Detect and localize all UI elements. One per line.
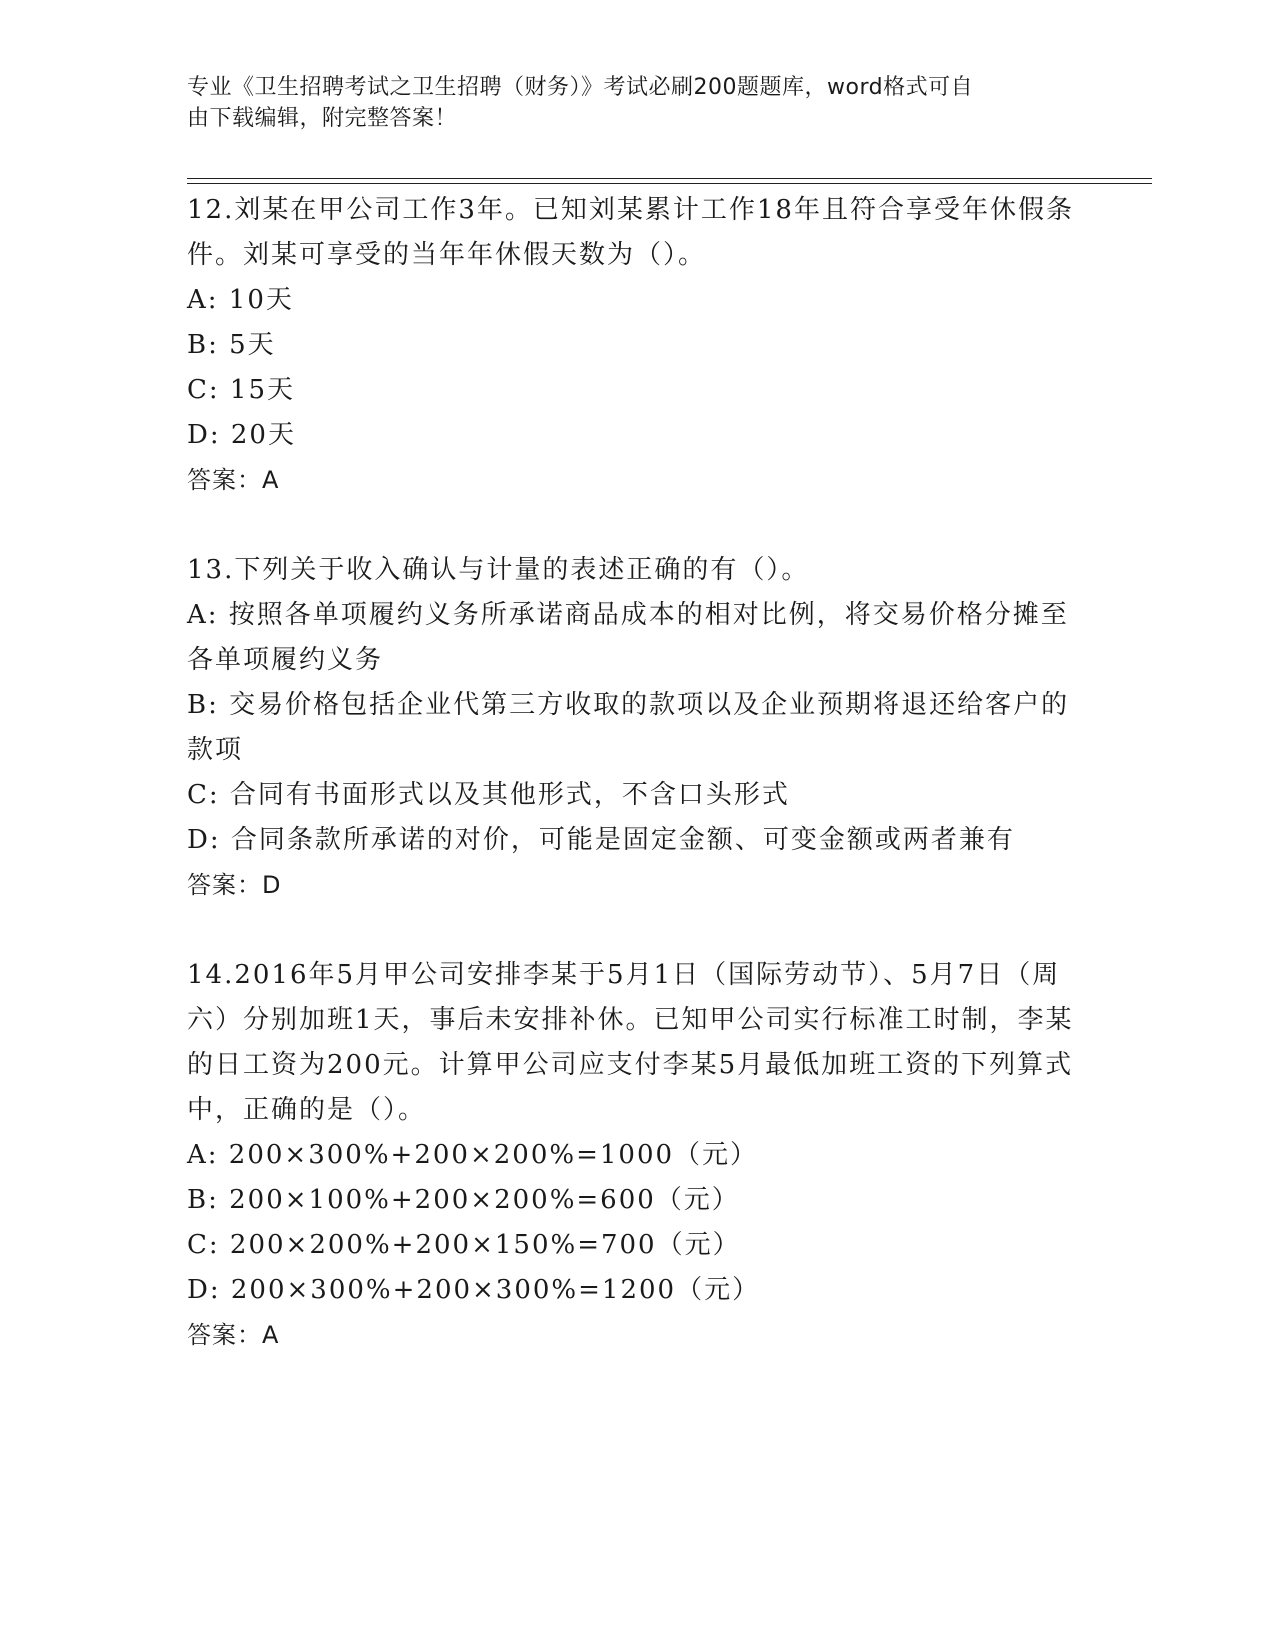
document-header <box>187 72 1067 134</box>
option-c: C: 合同有书面形式以及其他形式，不含口头形式 <box>187 780 790 810</box>
question-text: 13.下列关于收入确认与计量的表述正确的有（）。 <box>187 555 810 585</box>
option-a: A: 按照各单项履约义务所承诺商品成本的相对比例，将交易价格分摊至各单项履约义务 <box>187 600 1069 675</box>
option-d: D: 200×300%+200×300%=1200（元） <box>187 1275 761 1305</box>
question-text: 14.2016年5月甲公司安排李某于5月1日（国际劳动节）、5月7日（周六）分别加班1天，事后未安排补休。已知甲公司实行标准工时制，李某的日工资为200元。计算甲公司应支付李某5月最低加班工资的下列算式中，正确的是（）。 <box>187 960 1074 1125</box>
option-d: D: 20天 <box>187 420 296 450</box>
answer-label: 答案：D <box>187 871 282 899</box>
option-a: A: 200×300%+200×200%=1000（元） <box>187 1140 759 1170</box>
question-14 <box>187 953 1077 1358</box>
option-c: C: 200×200%+200×150%=700（元） <box>187 1230 741 1260</box>
question-text: 12.刘某在甲公司工作3年。已知刘某累计工作18年且符合享受年休假条件。刘某可享受的当年年休假天数为（）。 <box>187 195 1074 270</box>
question-12 <box>187 188 1077 503</box>
option-d: D: 合同条款所承诺的对价，可能是固定金额、可变金额或两者兼有 <box>187 825 1015 855</box>
question-list <box>187 188 1077 1403</box>
header-rule-bottom <box>187 183 1152 184</box>
option-b: B: 5天 <box>187 330 276 360</box>
option-b: B: 200×100%+200×200%=600（元） <box>187 1185 740 1215</box>
header-line-1: 专业《卫生招聘考试之卫生招聘（财务）》考试必刷200题题库，word格式可自 <box>187 75 974 100</box>
option-a: A: 10天 <box>187 285 294 315</box>
answer-label: 答案：A <box>187 466 280 494</box>
option-c: C: 15天 <box>187 375 296 405</box>
option-b: B: 交易价格包括企业代第三方收取的款项以及企业预期将退还给客户的款项 <box>187 690 1070 765</box>
question-13 <box>187 548 1077 908</box>
answer-label: 答案：A <box>187 1321 280 1349</box>
header-line-2: 由下载编辑，附完整答案！ <box>187 106 458 131</box>
header-rule-top <box>187 178 1152 179</box>
